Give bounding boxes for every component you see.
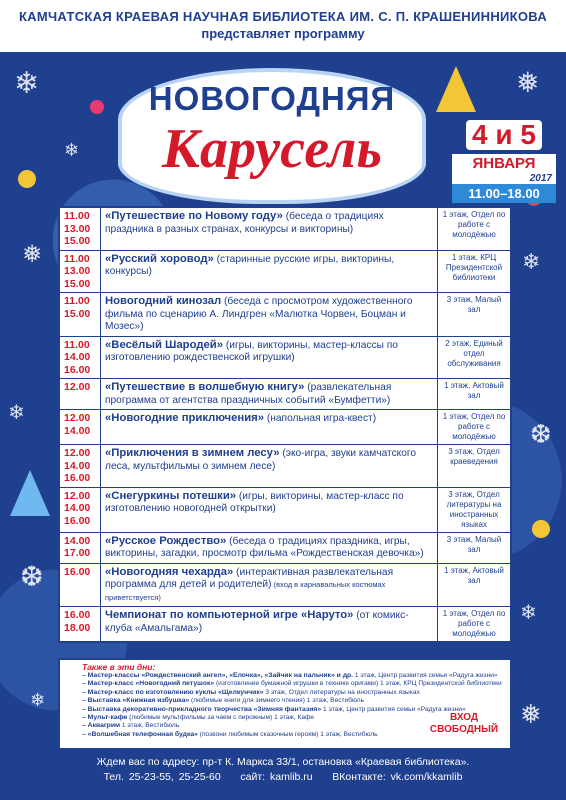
snowflake-icon: ❄ [30,690,46,711]
schedule-time: 13.00 [64,222,91,235]
schedule-row [60,607,510,641]
schedule-time: 14.00 [64,459,91,472]
also-item-name: – «Волшебная телефонная будка» [82,730,198,738]
schedule-time: 12.00 [64,447,91,459]
schedule-time: 16.00 [64,609,91,621]
snowflake-icon: ❅ [520,700,542,730]
schedule-time: 16.00 [64,472,91,484]
schedule-times [60,337,100,379]
schedule-event-desc: (старинные русские игры, викторины, конкурсы) [105,253,395,277]
footer-site[interactable]: сайт: kamlib.ru [240,771,313,783]
schedule-time: 11.00 [64,210,90,222]
schedule-event-title: «Приключения в зимнем лесу» [105,447,280,459]
also-item-name: – Аквагрим [82,722,121,730]
also-item-location: (любимые книги для зимнего чтения) 1 этаж, Вестибюль [189,697,365,705]
also-item-name: – Мастер-классы «Рождественский ангел», «Ёлочка», «Зайчик на пальчик» и др. [82,672,354,679]
organizer-name: КАМЧАТСКАЯ КРАЕВАЯ НАУЧНАЯ БИБЛИОТЕКА ИМ. С. П. КРАШЕНИННИКОВА [18,9,548,24]
schedule-description [100,208,437,250]
presents-program: представляет программу [201,26,365,41]
also-item-name: – Выставка декоративно-прикладного творчества «Зимняя фантазия» [82,705,322,713]
schedule-row [60,293,510,337]
schedule-time: 18.00 [64,621,91,634]
schedule-place: 3 этаж, Отдел краеведения [437,445,510,487]
also-item-location: 1 этаж, Вестибюль [120,722,180,730]
schedule-event-title: «Путешествие в волшебную книгу» [105,381,305,393]
schedule-times [60,379,100,409]
schedule-event-desc: (развлекательная программа от агентства праздничных событий «Бумфетти») [105,382,392,406]
schedule-event-desc: (интерактивная развлекательная программа для детей и родителей) [105,566,394,590]
schedule-event-title: «Снегуркины потешки» [105,489,237,502]
schedule-time: 15.00 [64,277,91,290]
snowflake-icon: ❄ [8,400,25,424]
also-item-name: – Мастер-класс по изготовлению куклы «Щелкунчик» [82,688,264,696]
event-days: 4 и 5 [466,120,542,150]
schedule-event-title: «Новогодняя чехарда» [105,565,234,578]
also-box [58,658,512,750]
schedule-row [60,533,510,564]
also-item-location: (изготовление бумажной игрушки в технике оригами) 1 этаж, КРЦ Президентской библиотеки [214,680,502,688]
footer-vk[interactable]: ВКонтакте: vk.com/kkamlib [332,771,463,783]
schedule-row [60,445,510,488]
schedule-event-desc: (игры, викторины, мастер-классы по изготовлению рождественской игрушки) [105,339,398,363]
schedule-event-desc: (беседа с просмотром художественного фильма по сценарию А. Линдгрен «Малютка Чорвен, Боцман и Мозес») [105,296,413,332]
schedule-place: 2 этаж, Единый отдел обслуживания [437,337,510,379]
schedule-description [100,379,437,409]
also-item [60,689,510,697]
schedule-event-title: «Путешествие по Новому году» [105,210,283,222]
schedule-event-desc: (от комикс-клуба «Амальгама») [105,610,409,634]
event-month: ЯНВАРЯ [452,154,556,173]
schedule-event-title: «Новогодние приключения» [105,412,265,424]
schedule-time: 15.00 [64,307,91,320]
schedule-time: 16.00 [64,565,91,578]
schedule-row [60,564,510,608]
schedule-place: 3 этаж, Малый зал [437,293,510,336]
event-time: 11.00–18.00 [452,184,556,203]
schedule-description [100,607,437,641]
schedule-event-title: «Весёлый Шародей» [105,338,224,351]
schedule-place: 1 этаж, Отдел по работе с молодёжью [437,208,510,250]
footer [0,750,566,800]
schedule-times [60,251,100,293]
schedule-event-desc: (беседа о традициях праздника в разных странах, конкурсы и викторины) [105,211,384,235]
event-dates [452,120,556,210]
schedule-event-title: «Русское Рождество» [105,534,227,547]
snowflake-icon: ❄ [14,66,40,101]
also-item-location: 1 этаж, Центр развития семьи «Радуга жизни» [321,705,466,713]
event-year: 2017 [452,173,556,184]
christmas-tree-icon [436,66,476,112]
schedule-time: 12.00 [64,412,91,424]
schedule-time: 15.00 [64,235,91,247]
schedule-times [60,445,100,487]
ornament-ball-icon [532,520,550,538]
schedule-row [60,251,510,294]
schedule-description [100,337,437,379]
snowflake-icon: ❆ [530,420,552,450]
schedule-description [100,488,437,532]
schedule-description [100,445,437,487]
free-entry-line1: ВХОД [449,712,479,723]
also-item-location: (позвони любимым сказочным героям) 1 этаж, Вестибюль [197,730,378,738]
header-bar [0,0,566,52]
free-entry [424,712,504,736]
schedule-time: 16.00 [64,363,91,376]
schedule-place: 1 этаж, Отдел по работе с молодёжью [437,607,510,641]
schedule-row [60,488,510,533]
also-item-name: – Мастер-класс «Новогодний петушок» [82,680,215,688]
schedule-row [60,337,510,380]
also-item [60,672,510,680]
schedule-description [100,533,437,563]
event-title-line1: НОВОГОДНЯЯ [148,80,396,117]
also-item [60,697,510,705]
snowflake-icon: ❅ [22,240,43,268]
schedule-time: 14.00 [64,351,91,363]
schedule-event-note: (вход в карнавальных костюмах приветствуется) [105,580,386,602]
schedule-place: 1 этаж, Актовый зал [437,564,510,607]
schedule-table [58,206,512,643]
ornament-ball-icon [90,100,104,114]
schedule-time: 11.00 [64,295,90,307]
schedule-event-desc: (беседа о традициях праздника, игры, викторины, загадки, просмотр фильма «Рождественская девочка») [105,535,424,559]
footer-phones: Тел. 25-23-55, 25-25-60 [103,771,221,783]
schedule-event-title: «Русский хоровод» [105,252,214,265]
schedule-time: 14.00 [64,424,91,437]
also-item-name: – Выставка «Книжная избушка» [82,697,190,705]
schedule-times [60,410,100,444]
schedule-place: 1 этаж, Отдел по работе с молодёжью [437,410,510,444]
schedule-times [60,607,100,641]
snowflake-icon: ❄ [64,140,80,161]
schedule-place: 3 этаж, Отдел литературы на иностранных языках [437,488,510,532]
schedule-time: 11.00 [64,338,90,351]
schedule-place: 1 этаж, Актовый зал [437,379,510,409]
free-entry-line2: СВОБОДНЫЙ [429,724,499,735]
snowflake-icon: ❄ [522,250,541,275]
christmas-tree-icon [10,470,50,516]
schedule-time: 12.00 [64,381,91,393]
schedule-times [60,208,100,250]
schedule-place: 3 этаж, Малый зал [437,533,510,563]
schedule-time: 13.00 [64,265,91,277]
schedule-description [100,410,437,444]
schedule-description [100,251,437,293]
schedule-times [60,564,100,607]
schedule-event-desc: (напольная игра-квест) [264,413,377,424]
schedule-times [60,293,100,336]
schedule-row [60,410,510,445]
event-title-line2: Карусель [161,118,382,180]
schedule-time: 14.00 [64,502,91,514]
also-item-name: – Мульт-кафе [82,714,128,722]
schedule-times [60,488,100,532]
schedule-description [100,293,437,336]
schedule-time: 12.00 [64,489,91,502]
schedule-row [60,208,510,251]
schedule-place: 1 этаж, КРЦ Президентской библиотеки [437,251,510,293]
snowflake-icon: ❆ [20,560,44,593]
ornament-ball-icon [18,170,36,188]
schedule-times [60,533,100,563]
footer-contacts [0,768,566,783]
also-item-location: 1 этаж, Центр развития семьи «Радуга жизни» [353,672,498,679]
schedule-event-title: Новогодний кинозал [105,295,222,307]
schedule-time: 17.00 [64,547,91,559]
schedule-time: 14.00 [64,534,91,547]
schedule-event-desc: (эко-игра, звуки камчатского леса, мультфильмы о зимнем лесе) [105,448,417,472]
schedule-time: 11.00 [64,252,90,265]
schedule-time: 16.00 [64,514,91,527]
also-item [60,680,510,688]
snowflake-icon: ❅ [516,66,540,99]
snowflake-icon: ❄ [520,600,537,624]
schedule-row [60,379,510,410]
footer-address: Ждем вас по адресу: пр-т К. Маркса 33/1, остановка «Краевая библиотека». [96,756,470,768]
schedule-event-desc: (игры, викторины, мастер-класс по изготовлению новогодней открытки) [105,490,404,514]
schedule-description [100,564,437,607]
also-item-location: 3 этаж, Отдел литературы на иностранных языках [263,688,420,696]
also-item-location: (любимые мультфильмы за чаем с пирожным) 1 этаж, Кафе [127,714,315,722]
also-title: Также в эти дни: [82,662,156,672]
schedule-event-title: Чемпионат по компьютерной игре «Наруто» [105,609,354,621]
